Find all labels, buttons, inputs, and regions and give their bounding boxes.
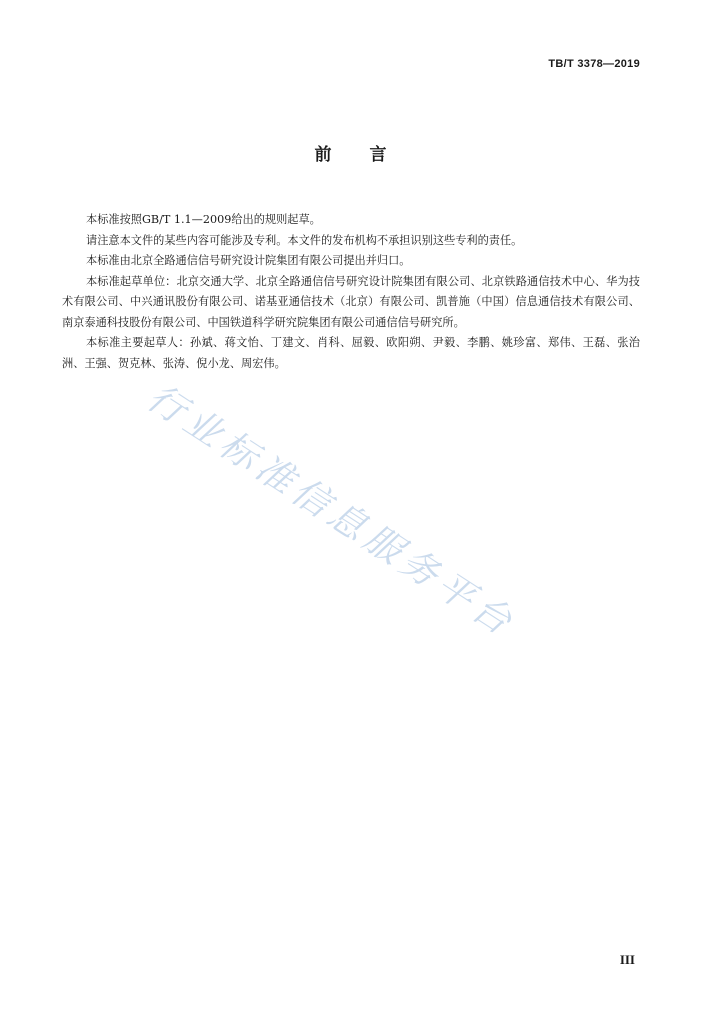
paragraph-proposer: 本标准由北京全路通信信号研究设计院集团有限公司提出并归口。 (86, 254, 411, 267)
paragraph-drafting-rules: 本标准按照GB/T 1.1—2009给出的规则起草。 (86, 213, 321, 226)
standard-code-header: TB/T 3378—2019 (548, 58, 640, 70)
foreword-body (62, 210, 640, 374)
paragraph-drafters: 本标准主要起草人：孙斌、蒋文怡、丁建文、肖科、屈毅、欧阳朔、尹毅、李鹏、姚珍富、郑伟、王磊、张治洲、王强、贺克林、张涛、倪小龙、周宏伟。 (62, 336, 640, 370)
watermark-text: 行业标准信息服务平台 (139, 375, 524, 646)
paragraph-patent-notice: 请注意本文件的某些内容可能涉及专利。本文件的发布机构不承担识别这些专利的责任。 (86, 233, 523, 247)
paragraph-drafting-units: 本标准起草单位：北京交通大学、北京全路通信信号研究设计院集团有限公司、北京铁路通信技术中心、华为技术有限公司、中兴通讯股份有限公司、诺基亚通信技术（北京）有限公司、凯普施（中国）信息通信技术有限公司、南京泰通科技股份有限公司、中国铁道科学研究院集团有限公司通信信号研究所。 (62, 274, 640, 329)
page-number: III (619, 952, 635, 967)
page-title: 前言 (314, 145, 425, 165)
